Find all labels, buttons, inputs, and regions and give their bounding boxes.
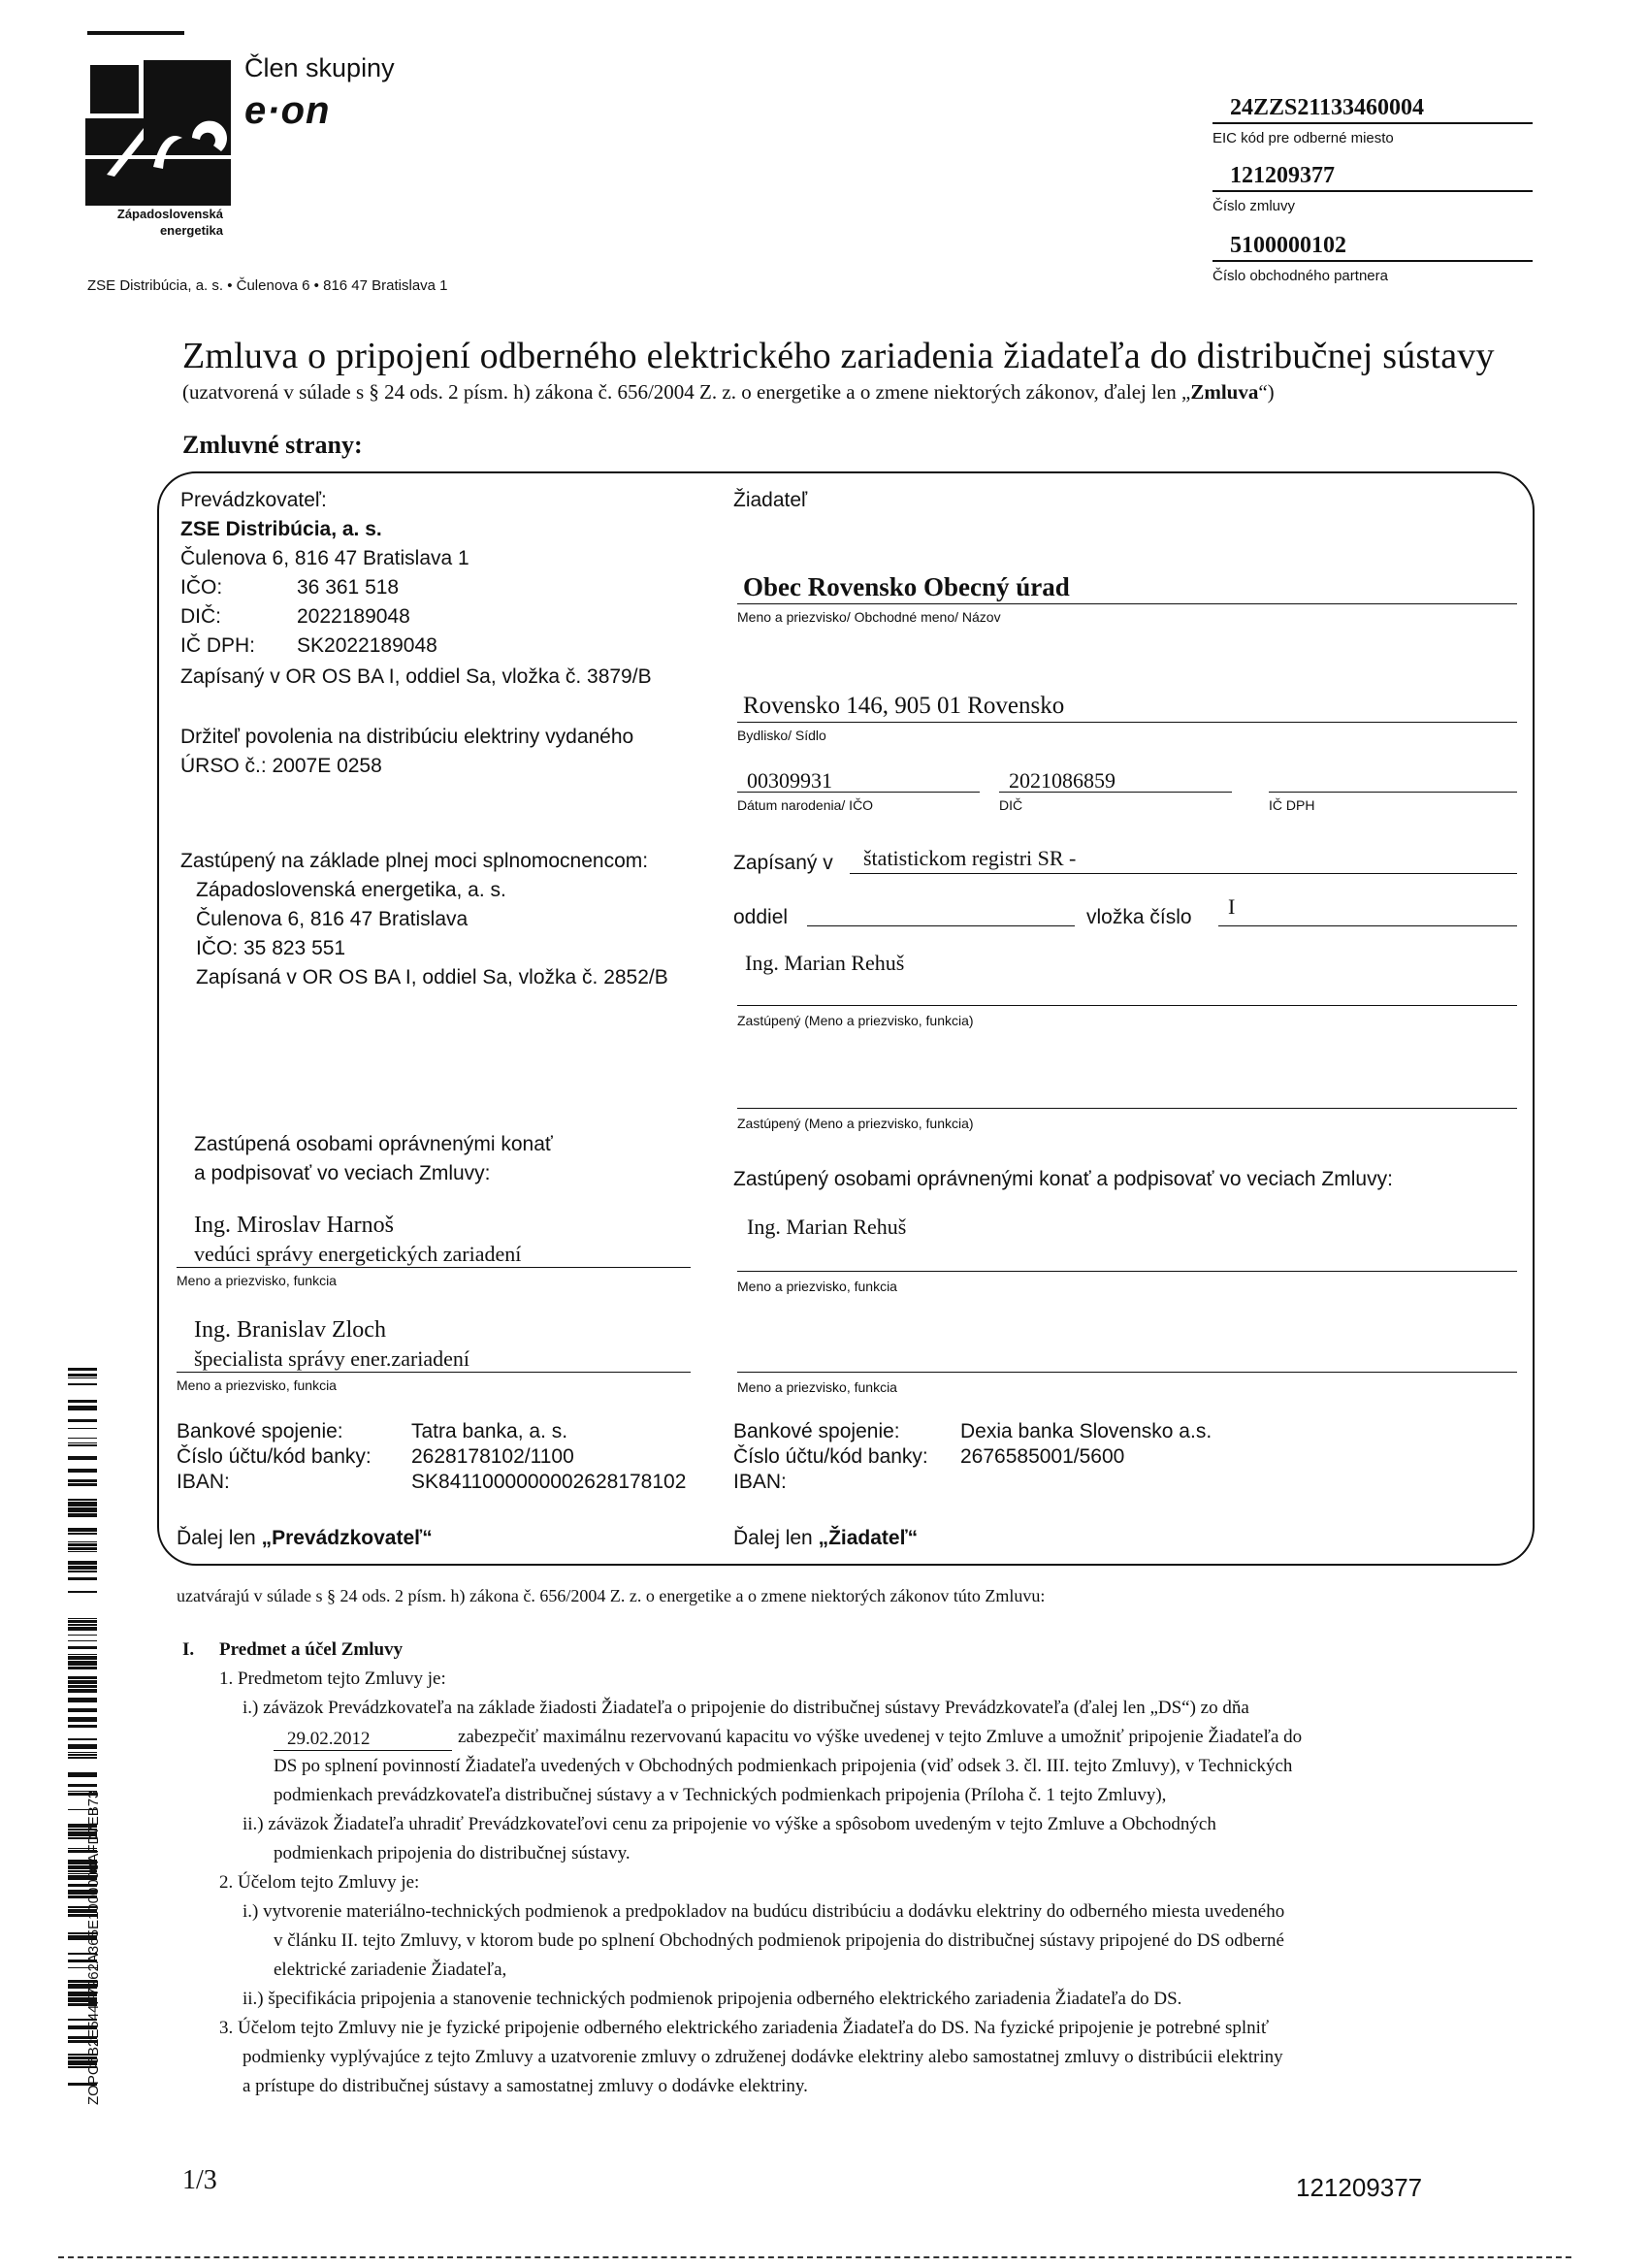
operator-account: 2628178102/1100 (411, 1445, 574, 1468)
operator-further (177, 1527, 433, 1550)
operator-further-bold: „Prevádzkovateľ“ (261, 1527, 433, 1549)
p2: 2. Účelom tejto Zmluvy je: (219, 1872, 420, 1893)
section-number: I. (182, 1639, 195, 1660)
company-name-line2: energetika (159, 223, 223, 238)
applicant-bank-label: Bankové spojenie: (733, 1420, 900, 1442)
applicant-icdph-label: IČ DPH (1269, 797, 1315, 813)
p1i-d: podmienkach prevádzkovateľa distribučnej sústavy a v Technických podmienkach pripojenia (Príloha č. 1 tejto Zmluvy), (274, 1785, 1167, 1805)
operator-address: Čulenova 6, 816 47 Bratislava 1 (180, 547, 469, 569)
applicant-name-line (737, 603, 1517, 604)
p1i-b: zabezpečiť maximálnu rezervovanú kapacitu vo výške uvedenej v tejto Zmluve a umožniť pripojenie Žiadateľa do (458, 1727, 1303, 1747)
contract-label: Číslo zmluvy (1212, 198, 1296, 214)
company-name-line1: Západoslovenská (116, 207, 223, 221)
operator-rep-registered: Zapísaná v OR OS BA I, oddiel Sa, vložka č. 2852/B (196, 966, 668, 988)
applicant-address-label: Bydlisko/ Sídlo (737, 728, 826, 743)
company-address: ZSE Distribúcia, a. s. • Čulenova 6 • 816 47 Bratislava 1 (87, 277, 448, 294)
operator-name: ZSE Distribúcia, a. s. (180, 518, 382, 540)
applicant-ico: 00309931 (747, 768, 832, 793)
applicant-account: 2676585001/5600 (960, 1445, 1125, 1468)
applicant-signer2-label: Meno a priezvisko, funkcia (737, 1379, 897, 1395)
applicant-dic: 2021086859 (1009, 768, 1116, 793)
applicant-name: Obec Rovensko Obecný úrad (743, 572, 1070, 601)
applicant-signer1-label: Meno a priezvisko, funkcia (737, 1279, 897, 1294)
applicant-section-line (807, 925, 1075, 926)
operator-icdph-label: IČ DPH: (180, 634, 256, 657)
operator-rep-name: Západoslovenská energetika, a. s. (196, 879, 506, 901)
contract-field (1212, 161, 1533, 214)
page-number: 1/3 (182, 2165, 217, 2195)
applicant-further-prefix: Ďalej len (733, 1527, 819, 1549)
applicant-bank: Dexia banka Slovensko a.s. (960, 1420, 1212, 1442)
subtitle-prefix: (uzatvorená v súlade s § 24 ods. 2 písm. h) zákona č. 656/2004 Z. z. o energetike a o zmene niektorých zákonov, ďalej len „ (182, 380, 1191, 404)
operator-signer2-label: Meno a priezvisko, funkcia (177, 1377, 337, 1393)
partner-label: Číslo obchodného partnera (1212, 268, 1388, 284)
applicant-icdph-line (1269, 792, 1517, 793)
applicant-name-label: Meno a priezvisko/ Obchodné meno/ Názov (737, 609, 1001, 625)
footer-contract-number: 121209377 (1296, 2173, 1423, 2202)
p2i-c: elektrické zariadenie Žiadateľa, (274, 1960, 507, 1980)
contract-value: 121209377 (1212, 161, 1533, 192)
eic-value: 24ZZS21133460004 (1212, 93, 1533, 124)
top-rule (87, 31, 184, 35)
applicant-ico-line (737, 792, 980, 793)
applicant-signers: Zastúpený osobami oprávnenými konať a podpisovať vo veciach Zmluvy: (733, 1168, 1393, 1190)
applicant-signer1-name: Ing. Marian Rehuš (747, 1215, 907, 1239)
applicant-rep2-line (737, 1108, 1517, 1109)
subtitle-suffix: “) (1258, 380, 1275, 404)
applicant-insert-line (1218, 925, 1517, 926)
p1ii-a: ii.) záväzok Žiadateľa uhradiť Prevádzkovateľovi cenu za pripojenie vo výške a spôsobom uvedeným v tejto Zmluve a Obchodných (242, 1814, 1216, 1834)
applicant-further-bold: „Žiadateľ“ (818, 1527, 919, 1549)
operator-signer2-line (177, 1372, 691, 1373)
company-name (76, 206, 223, 239)
operator-account-label: Číslo účtu/kód banky: (177, 1445, 372, 1468)
operator-rep-address: Čulenova 6, 816 47 Bratislava (196, 908, 469, 930)
operator-license-2: ÚRSO č.: 2007E 0258 (180, 755, 382, 777)
operator-license-1: Držiteľ povolenia na distribúciu elektriny vydaného (180, 726, 634, 748)
operator-rep-line: Zastúpený na základe plnej moci splnomocnencom: (180, 850, 649, 872)
applicant-rep-line (737, 1005, 1517, 1006)
partner-value: 5100000102 (1212, 231, 1533, 262)
operator-ico-label: IČO: (180, 576, 223, 599)
eon-brand: e·on (244, 89, 331, 132)
applicant-insert: I (1228, 894, 1236, 919)
body-intro: uzatvárajú v súlade s § 24 ods. 2 písm. h) zákona č. 656/2004 Z. z. o energetike a o zmene niektorých zákonov túto Zmluvu: (177, 1586, 1046, 1605)
bottom-rule (58, 2256, 1571, 2258)
applicant-rep2-label: Zastúpený (Meno a priezvisko, funkcia) (737, 1116, 974, 1131)
applicant-registered-label: Zapísaný v (733, 852, 833, 874)
operator-dic: 2022189048 (297, 605, 410, 628)
p3-b: podmienky vyplývajúce z tejto Zmluvy a uzatvorenie zmluvy o združenej dodávke elektriny alebo samostatnej zmluvy o distribúcii elektriny (242, 2047, 1283, 2067)
operator-ico: 36 361 518 (297, 576, 400, 599)
p1ii-b: podmienkach pripojenia do distribučnej sústavy. (274, 1843, 630, 1863)
operator-signer2-role: špecialista správy ener.zariadení (194, 1346, 470, 1371)
partner-field (1212, 231, 1533, 284)
p1i-date: 29.02.2012 (287, 1729, 371, 1749)
barcode-text: ZOPC6B2E544F7262A365E1000000AFD7EB73 (85, 1790, 102, 2105)
operator-signer1-label: Meno a priezvisko, funkcia (177, 1273, 337, 1288)
p2i-a: i.) vytvorenie materiálno-technických podmienok a predpokladov na budúcu distribúciu a dodávku elektriny do odberného miesta uvedeného (242, 1901, 1285, 1922)
applicant-rep-name: Ing. Marian Rehuš (745, 951, 905, 975)
applicant-registered: štatistickom registri SR - (863, 846, 1077, 870)
applicant-registered-line (850, 873, 1517, 874)
operator-registered: Zapísaný v OR OS BA I, oddiel Sa, vložka č. 3879/B (180, 665, 652, 688)
p3-c: a prístupe do distribučnej sústavy a samostatnej zmluvy o dodávke elektriny. (242, 2076, 808, 2096)
applicant-insert-label: vložka číslo (1086, 906, 1192, 928)
operator-dic-label: DIČ: (180, 605, 221, 628)
p2i-b: v článku II. tejto Zmluvy, v ktorom bude po splnení Obchodných podmienok pripojenia do distribučnej sústavy pripojené do DS odberné (274, 1930, 1284, 1951)
operator-signer1-line (177, 1267, 691, 1268)
applicant-signer1-line (737, 1271, 1517, 1272)
applicant-iban-label: IBAN: (733, 1471, 787, 1493)
p3-a: 3. Účelom tejto Zmluvy nie je fyzické pripojenie odberného elektrického zariadenia Žiadateľa do DS. Na fyzické pripojenie je potrebné splniť (219, 2018, 1270, 2038)
applicant-rep-label: Zastúpený (Meno a priezvisko, funkcia) (737, 1013, 974, 1028)
operator-signers-1: Zastúpená osobami oprávnenými konať (194, 1133, 553, 1155)
p2ii: ii.) špecifikácia pripojenia a stanovenie technických podmienok pripojenia odberného elektrického zariadenia Žiadateľa do DS. (242, 1989, 1182, 2009)
p1i-date-line (274, 1750, 452, 1751)
applicant-account-label: Číslo účtu/kód banky: (733, 1445, 928, 1468)
applicant-dic-line (999, 792, 1232, 793)
applicant-heading: Žiadateľ (733, 489, 808, 511)
parties-heading: Zmluvné strany: (182, 431, 363, 459)
applicant-ico-label: Dátum narodenia/ IČO (737, 797, 874, 813)
group-label: Člen skupiny (244, 53, 395, 82)
applicant-further (733, 1527, 918, 1550)
applicant-signer2-line (737, 1372, 1517, 1373)
operator-bank-label: Bankové spojenie: (177, 1420, 343, 1442)
eic-label: EIC kód pre odberné miesto (1212, 130, 1394, 146)
operator-signer2-name: Ing. Branislav Zloch (194, 1317, 386, 1343)
section-title: Predmet a účel Zmluvy (219, 1639, 404, 1660)
operator-signer1-role: vedúci správy energetických zariadení (194, 1242, 522, 1266)
p1i-a: i.) záväzok Prevádzkovateľa na základe žiadosti Žiadateľa o pripojenie do distribučnej sústavy Prevádzkovateľa (ďalej len „DS“) zo dňa (242, 1698, 1249, 1718)
operator-iban-label: IBAN: (177, 1471, 230, 1493)
operator-icdph: SK2022189048 (297, 634, 437, 657)
operator-heading: Prevádzkovateľ: (180, 489, 327, 511)
p1i-c: DS po splnení povinností Žiadateľa uvedených v Obchodných podmienkach pripojenia (viď odsek 3. čl. III. tejto Zmluvy), v Technických (274, 1756, 1293, 1776)
p1: 1. Predmetom tejto Zmluvy je: (219, 1669, 446, 1689)
subtitle-bold: Zmluva (1190, 380, 1259, 404)
document-subtitle (182, 380, 1275, 405)
applicant-dic-label: DIČ (999, 797, 1023, 813)
eic-field (1212, 93, 1533, 146)
zse-logo (85, 60, 231, 206)
document-title: Zmluva o pripojení odberného elektrického zariadenia žiadateľa do distribučnej sústavy (182, 336, 1495, 376)
operator-rep-ico: IČO: 35 823 551 (196, 937, 346, 959)
operator-signer1-name: Ing. Miroslav Harnoš (194, 1213, 394, 1238)
applicant-address: Rovensko 146, 905 01 Rovensko (743, 693, 1065, 719)
operator-iban: SK8411000000002628178102 (411, 1471, 687, 1493)
applicant-section-label: oddiel (733, 906, 789, 928)
operator-further-prefix: Ďalej len (177, 1527, 262, 1549)
operator-signers-2: a podpisovať vo veciach Zmluvy: (194, 1162, 491, 1184)
operator-bank: Tatra banka, a. s. (411, 1420, 568, 1442)
applicant-address-line (737, 722, 1517, 723)
